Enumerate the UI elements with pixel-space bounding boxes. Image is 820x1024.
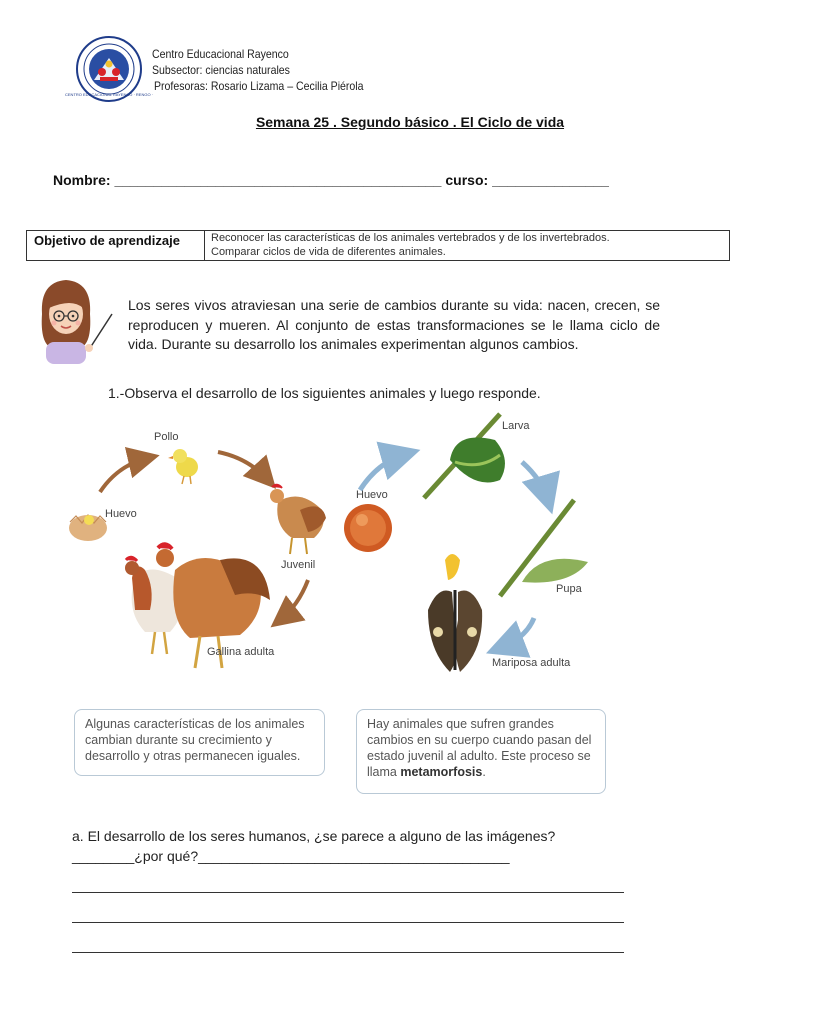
answer-blank-2[interactable]: ________________________________________ — [198, 848, 510, 864]
arrow-6 — [500, 618, 534, 648]
subject-line: Subsector: ciencias naturales — [152, 63, 290, 77]
butterfly-cycle — [344, 414, 588, 672]
objective-label: Objetivo de aprendizaje — [27, 231, 205, 260]
school-name: Centro Educacional Rayenco — [152, 47, 289, 61]
answer-line-2[interactable] — [72, 922, 624, 923]
info-box-metamorphosis — [356, 709, 606, 794]
label-chicken-egg: Huevo — [105, 508, 137, 520]
arrow-2 — [218, 452, 268, 480]
course-label: curso: — [445, 172, 489, 188]
larva-image — [424, 414, 505, 498]
arrow-3 — [280, 580, 308, 620]
label-adult-hen: Gallina adulta — [207, 646, 275, 658]
name-blank[interactable]: __________________________________________ — [114, 172, 442, 188]
label-adult-butterfly: Mariposa adulta — [492, 657, 571, 669]
answer-line-1[interactable] — [72, 892, 624, 893]
objective-table — [26, 230, 730, 261]
metamorphosis-period: . — [482, 765, 486, 779]
school-logo — [64, 36, 154, 102]
pupa-image — [500, 500, 588, 596]
intro-paragraph: Los seres vivos atraviesan una serie de cambios durante su vida: nacen, crecen, se reproducen y mueren. Al conjunto de estas transformaciones se le llama ciclo de vida. Durante su desarrollo los animales experimentan algunos cambios. — [128, 297, 660, 352]
question-a-text: a. El desarrollo de los seres humanos, ¿se parece a alguno de las imágenes? — [72, 828, 556, 844]
metamorphosis-term: metamorfosis — [400, 765, 483, 779]
chicken-cycle — [69, 431, 326, 668]
life-cycles-illustration — [60, 410, 620, 700]
page-title: Semana 25 . Segundo básico . El Ciclo de vida — [255, 114, 565, 130]
arrow-4 — [360, 454, 406, 490]
egg-hatching-image — [69, 515, 107, 541]
label-chick: Pollo — [154, 431, 179, 443]
metamorphosis-text: Hay animales que sufren grandes cambios en su cuerpo cuando pasan del estado juvenil al adulto. Este proceso se llama — [367, 717, 592, 779]
question-a-answer-line — [72, 846, 652, 866]
info-box-characteristics: Algunas características de los animales cambian durante su crecimiento y desarrollo y otras permanecen iguales. — [74, 709, 325, 776]
butterfly-egg-image — [344, 504, 392, 552]
question-a — [72, 826, 652, 866]
objective-text — [211, 232, 610, 259]
question-1: 1.-Observa el desarrollo de los siguientes animales y luego responde. — [108, 385, 541, 401]
chick-image — [168, 449, 198, 484]
course-blank[interactable]: _______________ — [492, 172, 609, 188]
answer-line-3[interactable] — [72, 952, 624, 953]
label-larva: Larva — [502, 420, 530, 432]
logo-text: CENTRO EDUCACIONAL RAYENCO · RENGO · — [64, 92, 154, 97]
name-label: Nombre: — [53, 172, 111, 188]
arrow-5 — [522, 462, 548, 500]
objective-line-1: Reconocer las características de los animales vertebrados y de los invertebrados. — [211, 232, 610, 244]
juvenile-rooster-image — [270, 485, 326, 554]
objective-line-2: Comparar ciclos de vida de diferentes animales. — [211, 245, 446, 258]
name-course-line — [53, 172, 609, 188]
answer-blank-1[interactable]: ________ — [72, 848, 135, 864]
label-butterfly-egg: Huevo — [356, 489, 388, 501]
teacher-illustration — [32, 274, 118, 364]
label-pupa: Pupa — [556, 583, 582, 595]
teachers-line: Profesoras: Rosario Lizama – Cecilia Piérola — [154, 79, 364, 93]
butterfly-image — [428, 554, 482, 672]
arrow-1 — [100, 458, 148, 492]
why-label: ¿por qué? — [134, 848, 199, 864]
label-juvenile: Juvenil — [281, 559, 316, 571]
